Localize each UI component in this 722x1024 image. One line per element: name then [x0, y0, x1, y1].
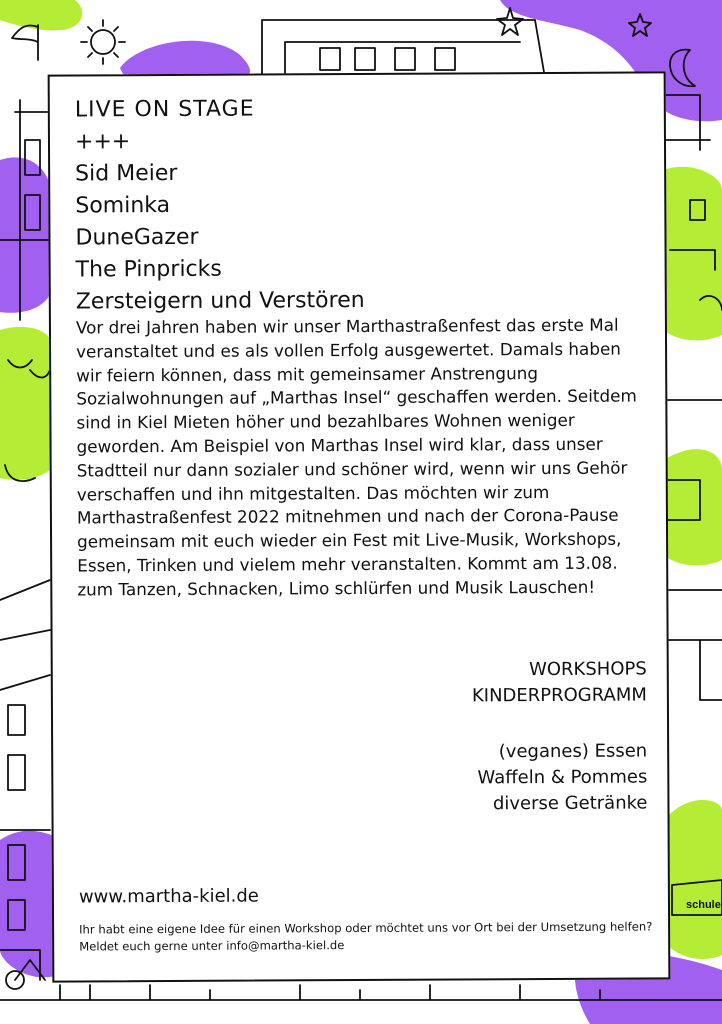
food-item: (veganes) Essen [498, 740, 648, 763]
purple-blob-left [0, 157, 52, 312]
website-link[interactable]: www.martha-kiel.de [78, 885, 259, 908]
green-blob-top-left [0, 0, 82, 30]
green-blob-bottom-right [664, 800, 722, 959]
food-list [477, 738, 647, 817]
intro-text: Vor drei Jahren haben wir unser Marthastraßenfest das erste Mal veranstaltet und es als vollen Erfolg ausgewertet. Damals haben wir feiern können, dass mit gemeinsamer Anstrengung Sozialwohnungen auf „Marthas Insel“ geschaffen werden. Seitdem sind in Kiel Mieten höher und bezahlbares Wohnen weniger geworden. Am Beispiel von Marthas Insel wird klar, dass unser Stadtteil nur dann sozialer und schöner wird, wenn wir uns Gehör verschaffen und ihn mitgestalten. Das möchten wir zum Marthastraßenfest 2022 mitnehmen und nach der Corona-Pause gemeinsam mit euch wieder ein Fest mit Live-Musik, Workshops, Essen, Trinken und vielem mehr veranstalten. Kommt am 13.08. zum Tanzen, Schnacken, Limo schlürfen und Musik Lauschen! [75, 314, 637, 600]
lineup-separator: +++ [74, 129, 131, 155]
green-blob-right [664, 167, 722, 341]
artist-name: Zersteigern und Verstören [75, 287, 365, 315]
footnote-text: Ihr habt eine eigene Idee für einen Workshop oder möchtet uns vor Ort bei der Umsetzung helfen? Meldet euch gerne unter info@martha-kiel.de [79, 919, 653, 954]
program-list [472, 656, 647, 709]
program-item: WORKSHOPS [529, 658, 647, 681]
building-top-center [262, 20, 545, 78]
green-blob-right-mid [664, 449, 722, 565]
food-item: Waffeln & Pommes [477, 766, 648, 789]
artist-name: Sid Meier [75, 160, 178, 187]
green-blob-left [0, 327, 52, 480]
artist-name: Sominka [75, 192, 171, 219]
flyer-card [48, 71, 671, 982]
program-item: KINDERPROGRAMM [471, 684, 647, 707]
food-item: diverse Getränke [492, 792, 648, 815]
lineup [75, 93, 365, 319]
artist-name: DuneGazer [75, 224, 199, 251]
storefront-sign: schule [686, 899, 721, 911]
purple-blob-top-center [120, 41, 250, 78]
flag-doodle [12, 25, 38, 60]
artist-name: The Pinpricks [75, 256, 222, 283]
sun-doodle [81, 20, 125, 64]
lineup-heading: LIVE ON STAGE [74, 96, 255, 123]
